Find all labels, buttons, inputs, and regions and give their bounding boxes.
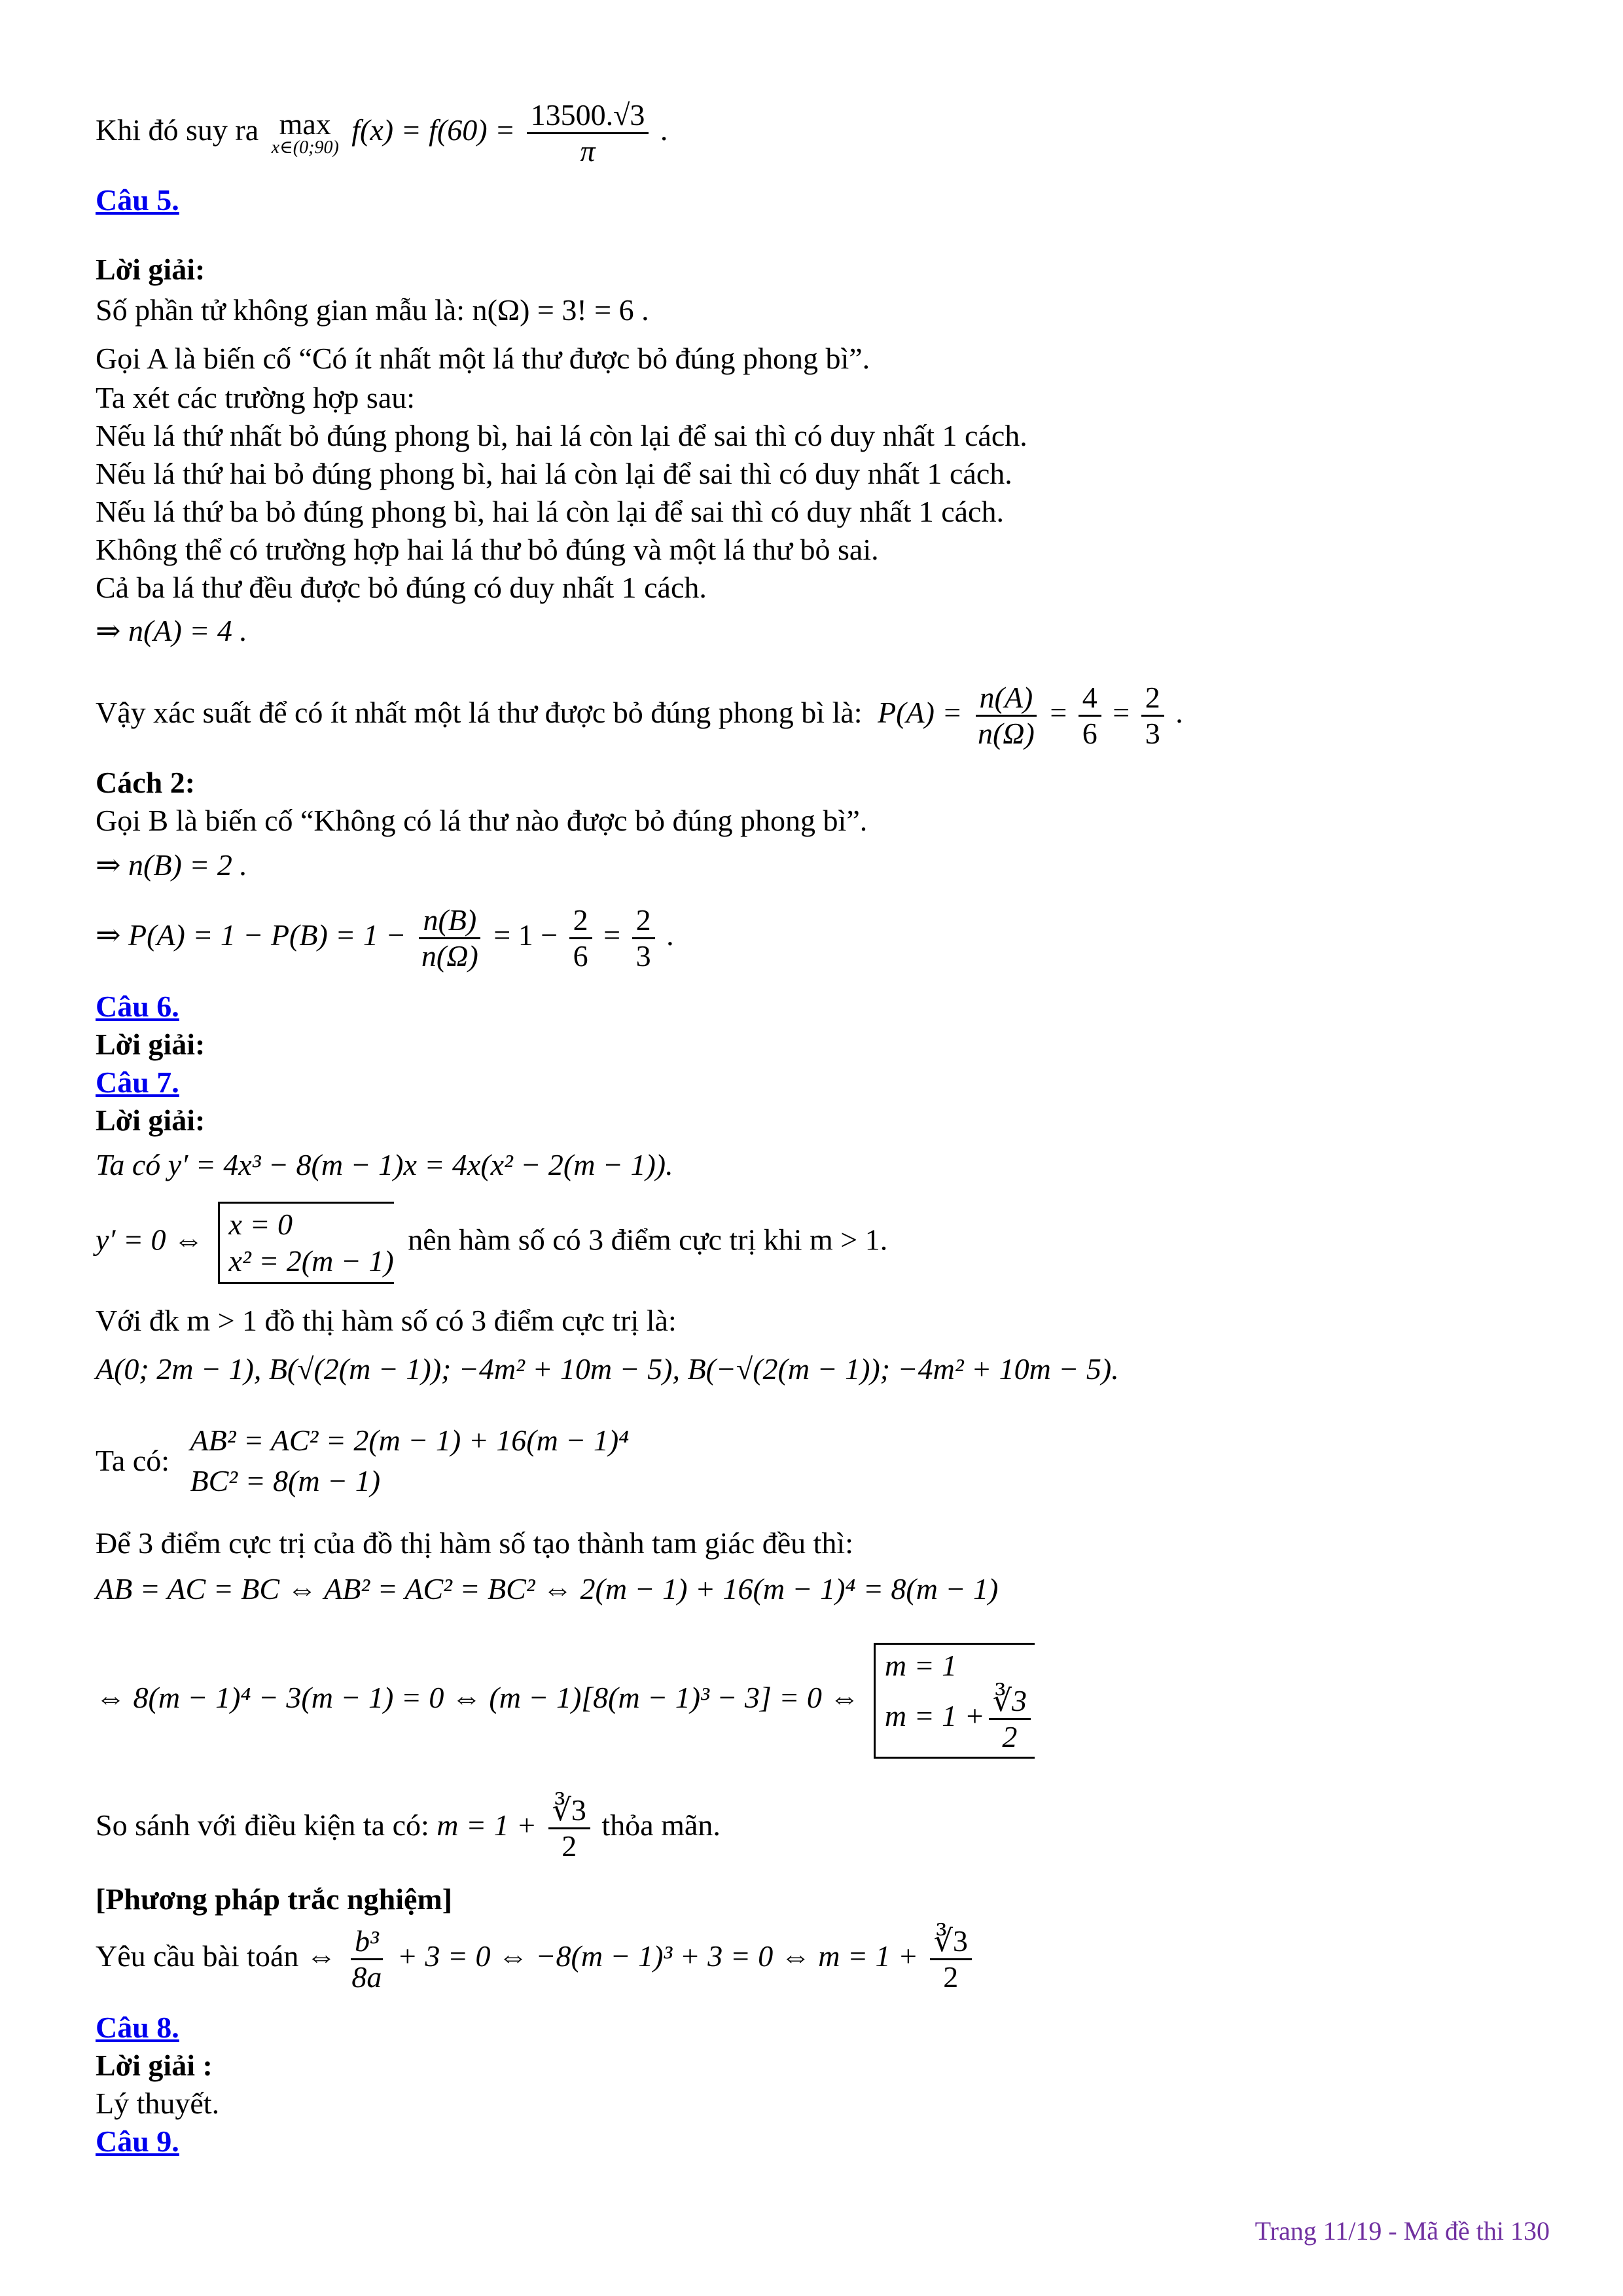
q5-line: Ta xét các trường hợp sau: <box>96 381 416 414</box>
q7-condition: Với đk m > 1 đồ thị hàm số có 3 điểm cực trị là: <box>96 1304 677 1337</box>
q5-line: Cả ba lá thư đều được bỏ đúng có duy nhất 1 cách. <box>96 571 707 604</box>
q5-line: Không thể có trường hợp hai lá thư bỏ đúng và một lá thư bỏ sai. <box>96 533 879 566</box>
q8-solution-heading: Lời giải : <box>96 2049 213 2082</box>
q5-line: Nếu lá thứ hai bỏ đúng phong bì, hai lá còn lại để sai thì có duy nhất 1 cách. <box>96 457 1012 490</box>
q5-line: Gọi A là biến cố “Có ít nhất một lá thư được bỏ đúng phong bì”. <box>96 342 870 375</box>
max-statement: Khi đó suy ra max x∈(0;90) f(x) = f(60) = $\frac{13500.√3}{\pi}$ . <box>96 98 668 168</box>
q7-compare: So sánh với điều kiện ta có: m = 1 + $\frac{∛3}{2}$ thỏa mãn. <box>96 1793 721 1863</box>
q5-method2-probability: ⇒ P(A) = 1 − P(B) = 1 − $\frac{n(B)}{n(\Omega)}$ = 1 − $\frac{2}{6}$ = $\frac{2}{3}$ . <box>96 903 674 973</box>
q5-line: Nếu lá thứ ba bỏ đúng phong bì, hai lá còn lại để sai thì có duy nhất 1 cách. <box>96 495 1004 528</box>
q7-quick-method: Yêu cầu bài toán ⇔ $\frac{\text{b³}}{8a}$ + 3 = 0 ⇔ −8(m − 1)³ + 3 = 0 ⇔ m = 1 + $\frac{∛3}{2}$ <box>96 1924 976 1994</box>
q8-body: Lý thuyết. <box>96 2087 220 2120</box>
q5-line: Nếu lá thứ nhất bỏ đúng phong bì, hai lá còn lại để sai thì có duy nhất 1 cách. <box>96 419 1027 452</box>
q7-quick-method-heading: [Phương pháp trắc nghiệm] <box>96 1882 453 1916</box>
q6-solution-heading: Lời giải: <box>96 1028 205 1061</box>
page-footer: Trang 11/19 - Mã đề thi 130 <box>1255 2216 1550 2246</box>
q5-solution-heading: Lời giải: <box>96 253 205 286</box>
q7-distances: Ta có: AB² = AC² = 2(m − 1) + 16(m − 1)⁴ BC² = 8(m − 1) <box>96 1424 630 1498</box>
q7-points: A(0; 2m − 1), B(√(2(m − 1)); −4m² + 10m − 5), B(−√(2(m − 1)); −4m² + 10m − 5). <box>96 1352 1119 1386</box>
q5-method2-heading: Cách 2: <box>96 766 196 799</box>
q5-title-link[interactable]: Câu 5. <box>96 183 179 217</box>
q5-probability: Vậy xác suất để có ít nhất một lá thư được bỏ đúng phong bì là: P(A) = $\frac{n(A)}{n(\Omega)}$ = $\frac{4}{6}$ = $\frac{2}{3}$ . <box>96 681 1183 750</box>
q9-title-link[interactable]: Câu 9. <box>96 2125 179 2158</box>
q5-method2-line: ⇒ n(B) = 2 . <box>96 848 247 882</box>
q6-title-link[interactable]: Câu 6. <box>96 990 179 1023</box>
q7-equation: AB = AC = BC ⇔ AB² = AC² = BC² ⇔ 2(m − 1) + 16(m − 1)⁴ = 8(m − 1) <box>96 1572 999 1605</box>
q8-title-link[interactable]: Câu 8. <box>96 2011 179 2044</box>
q5-line: ⇒ n(A) = 4 . <box>96 614 247 647</box>
q7-solve: ⇔ 8(m − 1)⁴ − 3(m − 1) = 0 ⇔ (m − 1)[8(m − 1)³ − 3] = 0 ⇔ m = 1 m = 1 + $\frac{∛3}{2}$ <box>96 1643 1041 1759</box>
q7-system: y′ = 0 ⇔ x = 0 x² = 2(m − 1) nên hàm số có 3 điểm cực trị khi m > 1. <box>96 1202 887 1284</box>
q5-line: Số phần tử không gian mẫu là: n(Ω) = 3! = 6 . <box>96 293 649 327</box>
q5-method2-line: Gọi B là biến cố “Không có lá thư nào được bỏ đúng phong bì”. <box>96 804 868 837</box>
q7-title-link[interactable]: Câu 7. <box>96 1066 179 1099</box>
q7-equilateral-condition: Để 3 điểm cực trị của đồ thị hàm số tạo thành tam giác đều thì: <box>96 1526 853 1560</box>
q7-solution-heading: Lời giải: <box>96 1103 205 1137</box>
q7-derivative: Ta có y′ = 4x³ − 8(m − 1)x = 4x(x² − 2(m − 1)). <box>96 1148 673 1181</box>
